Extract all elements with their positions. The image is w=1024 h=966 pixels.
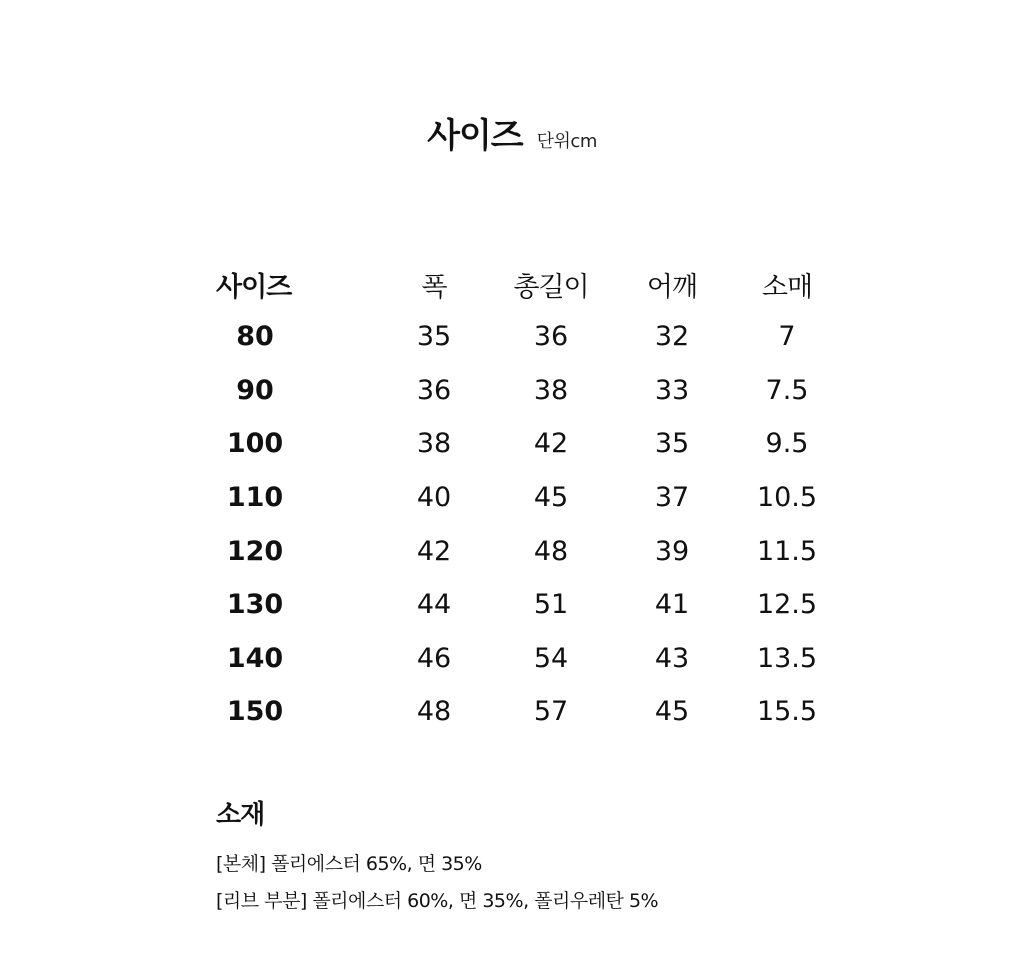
cell-width: 35 [416, 321, 452, 353]
cell-shoulder: 32 [654, 321, 690, 353]
cell-sleeve: 7 [778, 321, 796, 353]
cell-total-length: 48 [533, 535, 569, 567]
table-row [212, 471, 844, 525]
cell-size: 80 [236, 321, 274, 353]
cell-size: 120 [226, 535, 284, 567]
table-row [212, 310, 844, 364]
cell-total-length: 57 [533, 696, 569, 728]
cell-shoulder: 35 [654, 428, 690, 460]
cell-width: 46 [416, 642, 452, 674]
cell-width: 36 [416, 374, 452, 406]
cell-width: 38 [416, 428, 452, 460]
cell-total-length: 54 [533, 642, 569, 674]
cell-spacer [298, 524, 380, 578]
header-shoulder: 어깨 [646, 271, 698, 303]
header-spacer [298, 258, 380, 310]
cell-sleeve: 13.5 [756, 642, 818, 674]
page-title: 사이즈 [427, 116, 523, 156]
header-width: 폭 [421, 271, 447, 303]
cell-sleeve: 10.5 [756, 482, 818, 514]
cell-total-length: 38 [533, 374, 569, 406]
cell-shoulder: 37 [654, 482, 690, 514]
cell-size: 150 [226, 696, 284, 728]
cell-sleeve: 15.5 [756, 696, 818, 728]
table-row [212, 524, 844, 578]
size-table [212, 258, 844, 739]
cell-size: 140 [226, 642, 284, 674]
table-row [212, 632, 844, 686]
table-row [212, 364, 844, 418]
cell-size: 100 [226, 428, 284, 460]
cell-sleeve: 9.5 [765, 428, 809, 460]
page-title-group [0, 108, 1024, 157]
cell-spacer [298, 417, 380, 471]
cell-shoulder: 43 [654, 642, 690, 674]
table-header-row [212, 258, 844, 310]
table-row [212, 578, 844, 632]
cell-sleeve: 7.5 [765, 374, 809, 406]
material-line-body: [본체] 폴리에스터 65%, 면 35% [216, 853, 482, 875]
cell-width: 42 [416, 535, 452, 567]
cell-spacer [298, 471, 380, 525]
material-section [216, 798, 658, 920]
cell-total-length: 36 [533, 321, 569, 353]
unit-label: 단위cm [536, 131, 597, 152]
cell-total-length: 42 [533, 428, 569, 460]
cell-width: 44 [416, 589, 452, 621]
cell-spacer [298, 685, 380, 739]
cell-shoulder: 39 [654, 535, 690, 567]
material-title: 소재 [216, 800, 265, 830]
cell-width: 48 [416, 696, 452, 728]
material-line-rib: [리브 부분] 폴리에스터 60%, 면 35%, 폴리우레탄 5% [216, 890, 659, 912]
cell-spacer [298, 632, 380, 686]
cell-sleeve: 11.5 [756, 535, 818, 567]
cell-total-length: 45 [533, 482, 569, 514]
cell-total-length: 51 [533, 589, 569, 621]
cell-width: 40 [416, 482, 452, 514]
header-size: 사이즈 [216, 271, 292, 303]
cell-size: 90 [236, 374, 274, 406]
header-sleeve: 소매 [761, 271, 813, 303]
cell-shoulder: 45 [654, 696, 690, 728]
cell-size: 110 [226, 482, 284, 514]
cell-sleeve: 12.5 [756, 589, 818, 621]
cell-spacer [298, 364, 380, 418]
table-row [212, 685, 844, 739]
cell-spacer [298, 310, 380, 364]
cell-spacer [298, 578, 380, 632]
table-row [212, 417, 844, 471]
cell-shoulder: 41 [654, 589, 690, 621]
cell-shoulder: 33 [654, 374, 690, 406]
cell-size: 130 [226, 589, 284, 621]
header-total-length: 총길이 [513, 271, 589, 303]
